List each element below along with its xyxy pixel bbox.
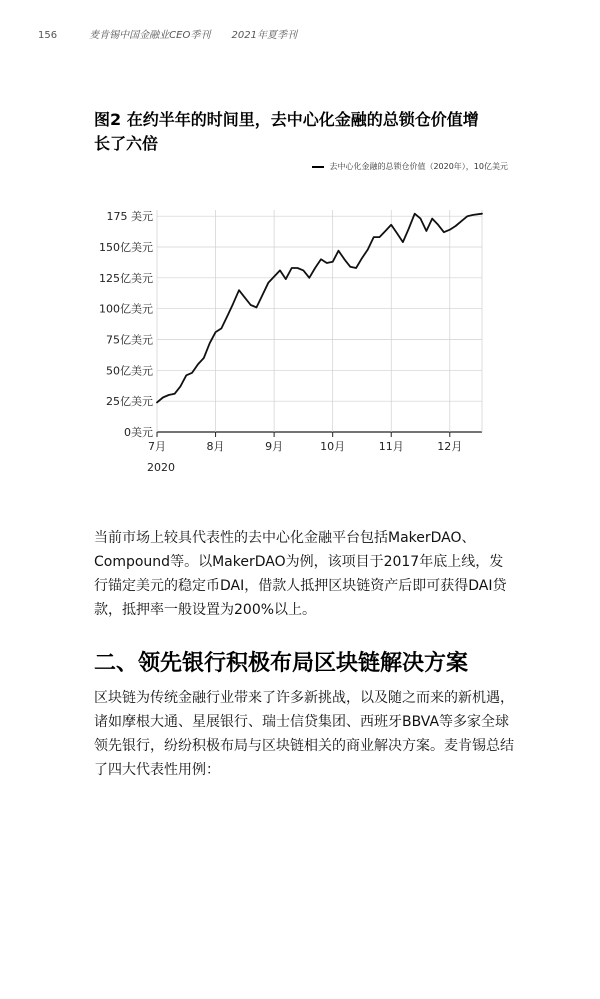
x-tick-label: 10月 xyxy=(320,440,346,453)
x-tick-label: 9月 xyxy=(265,440,284,453)
y-tick-label: 125亿美元 xyxy=(99,271,153,285)
paragraph-defi-platforms: 当前市场上较具代表性的去中心化金融平台包括MakerDAO、Compound等。以MakerDAO为例，该项目于2017年底上线，发行锚定美元的稳定币DAI，借款人抵押区块链资产后即可获得DAI贷款，抵押率一般设置为200%以上。 xyxy=(94,530,507,618)
publication-name: 麦肯锡中国金融业CEO季刊 xyxy=(89,30,211,41)
figure-title-line-1: 图2 在约半年的时间里，去中心化金融的总锁仓价值增 xyxy=(94,110,479,129)
section-heading: 二、领先银行积极布局区块链解决方案 xyxy=(94,651,469,676)
y-tick-label: 50亿美元 xyxy=(106,364,153,378)
x-tick-label: 11月 xyxy=(378,440,404,453)
figure-title-line-2: 长了六倍 xyxy=(94,134,159,153)
issue-label: 2021年夏季刊 xyxy=(231,30,297,41)
y-tick-label: 100亿美元 xyxy=(99,302,153,316)
y-tick-label: 75亿美元 xyxy=(106,333,153,347)
x-tick-label: 8月 xyxy=(206,440,225,453)
series-line xyxy=(157,214,482,403)
legend-label: 去中心化金融的总锁仓价值（2020年），10亿美元 xyxy=(329,162,508,171)
y-tick-label: 175 美元 xyxy=(106,210,153,224)
page-number: 156 xyxy=(38,30,58,41)
x-tick-label: 12月 xyxy=(437,440,463,453)
x-axis-label: 2020 xyxy=(147,461,175,474)
paragraph-bank-blockchain: 区块链为传统金融行业带来了许多新挑战，以及随之而来的新机遇，诸如摩根大通、星展银行、瑞士信贷集团、西班牙BBVA等多家全球领先银行，纷纷积极布局与区块链相关的商业解决方案。麦肯锡总结了四大代表性用例： xyxy=(94,690,514,778)
x-tick-label: 7月 xyxy=(148,440,166,453)
y-tick-label: 0美元 xyxy=(124,426,153,439)
y-tick-label: 25亿美元 xyxy=(106,395,153,409)
y-tick-label: 150亿美元 xyxy=(99,241,153,254)
